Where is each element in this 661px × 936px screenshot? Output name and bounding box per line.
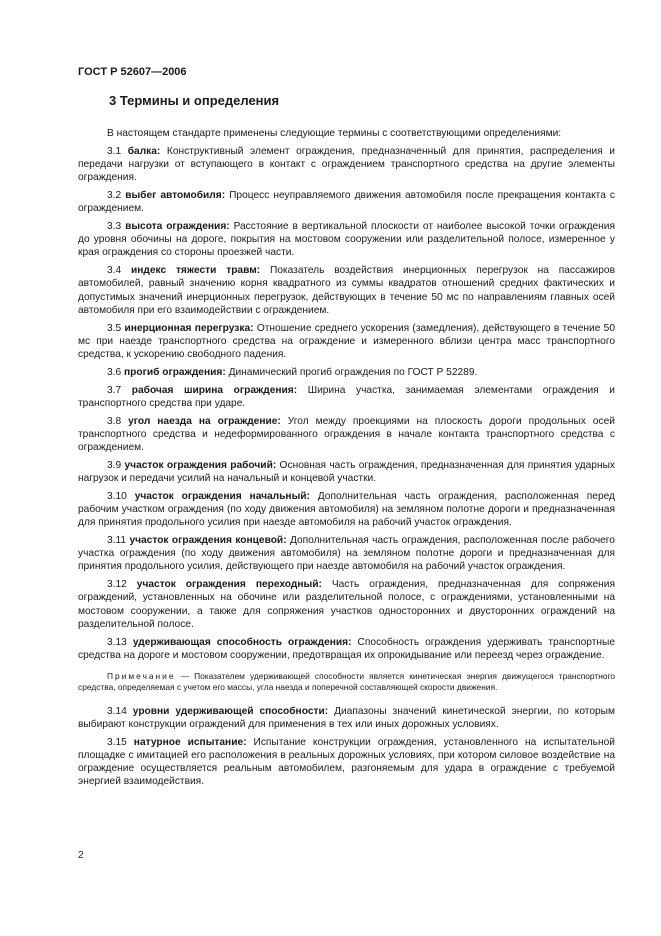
term-definition: Динамический прогиб ограждения по ГОСТ Р 52289. (228, 366, 478, 378)
term-definition: Основная часть ограждения, предназначенная для принятия ударных нагрузок и передачи усилий на начальный и концевой участки. (78, 460, 615, 485)
term-paragraph (78, 145, 615, 184)
term-name: участок ограждения переходный: (136, 579, 322, 591)
term-definition: Дополнительная часть ограждения, расположенная после рабочего участка ограждения (по ходу движения автомобиля) на земляном полотне дороги и предназначенная для принятия продольного усилия, действующего при наезде автомобиля на рабочий участок ограждения. (78, 535, 615, 573)
term-number: 3.10 (107, 491, 127, 503)
note-text: — Показателем удерживающей способности является кинетическая энергия движущегося транспортного средства, определяемая с учетом его массы, угла наезда и поперечной составляющей скорости движения. (78, 670, 616, 693)
term-number: 3.5 (107, 322, 122, 334)
term-number: 3.2 (107, 190, 122, 202)
term-definition: Конструктивный элемент ограждения, предназначенный для принятия, распределения и передачи нагрузки от вступающего в контакт с ограждением транспортного средства на другие элементы ограждения. (78, 146, 615, 184)
term-definition: Испытание конструкции ограждения, установленного на испытательной площадке с имитацией его расположения в реальных дорожных условиях, при котором силовое воздействие на ограждение осуществляется реальным автомобилем, разгоняемым для удара в ограждение с требуемой энергией взаимодействия. (78, 736, 615, 788)
term-paragraph (78, 384, 615, 410)
term-definition: Показатель воздействия инерционных перегрузок на пассажиров автомобилей, равный значению корня квадратного из суммы квадратов отношений средних фактических и допустимых значений инерционных перегрузок, действующих в течение 50 мс по направлениям главных осей автомобиля при его взаимодействии с ограждением. (78, 265, 615, 316)
term-name: угол наезда на ограждение: (128, 415, 281, 427)
term-name: выбег автомобиля: (125, 190, 226, 202)
term-number: 3.7 (107, 384, 122, 396)
term-definition: Процесс неуправляемого движения автомобиля после прекращения контакта с ограждением. (78, 190, 615, 215)
term-name: высота ограждения: (125, 221, 230, 233)
term-name: прогиб ограждения: (124, 366, 226, 378)
term-number: 3.1 (107, 146, 122, 158)
document-body (78, 127, 615, 788)
term-paragraph (78, 322, 615, 361)
term-definition: Ширина участка, занимаемая элементами ограждения и транспортного средства при ударе. (78, 384, 615, 409)
term-number: 3.8 (107, 415, 122, 427)
document-code: ГОСТ Р 52607—2006 (78, 66, 187, 78)
term-definition: Диапазоны значений кинетической энергии, по которым выбирают конструкции ограждений для применения в тех или иных дорожных условиях. (78, 705, 615, 730)
term-number: 3.4 (107, 265, 122, 277)
term-paragraph (78, 534, 615, 573)
term-name: удерживающая способность ограждения: (132, 636, 352, 648)
term-definition: Отношение среднего ускорения (замедления), действующего в течение 50 мс при наезде транспортного средства на ограждение и измеренного вблизи центра масс транспортного средства, к ускорению свободного падения. (78, 322, 615, 360)
terms-list-continued (78, 705, 615, 788)
term-paragraph (78, 736, 615, 788)
term-paragraph (78, 366, 615, 379)
term-paragraph (78, 189, 615, 215)
term-number: 3.3 (107, 221, 122, 233)
note-label: Примечание (107, 670, 176, 681)
term-number: 3.6 (107, 366, 122, 378)
term-name: натурное испытание: (133, 736, 247, 748)
term-paragraph (78, 264, 615, 316)
term-name: инерционная перегрузка: (124, 322, 254, 334)
term-number: 3.9 (107, 460, 122, 472)
term-number: 3.15 (107, 736, 127, 748)
term-paragraph (78, 459, 615, 485)
term-name: участок ограждения начальный: (134, 491, 310, 503)
page-number: 2 (78, 850, 84, 861)
term-name: рабочая ширина ограждения: (131, 384, 298, 396)
intro-paragraph: В настоящем стандарте применены следующие термины с соответствующими определениями: (107, 128, 562, 139)
term-paragraph (78, 415, 615, 454)
term-name: уровни удерживающей способности: (132, 705, 329, 717)
term-paragraph (78, 578, 615, 630)
term-number: 3.11 (107, 535, 127, 547)
term-number: 3.14 (107, 705, 127, 717)
terms-list (78, 145, 615, 662)
term-definition: Угол между проекциями на плоскость дороги продольных осей транспортного средства и недеформированного ограждения в начале контакта транспортного средства с ограждением. (78, 415, 615, 453)
term-name: участок ограждения рабочий: (124, 460, 277, 472)
term-number: 3.12 (107, 579, 127, 591)
term-name: балка: (127, 146, 161, 158)
term-paragraph (78, 490, 615, 529)
term-definition: Способность ограждения удерживать транспортные средства на дороге и мостовом сооружении, предотвращая их опрокидывание или переезд через ограждение. (78, 636, 615, 661)
section-title: 3 Термины и определения (109, 93, 280, 108)
term-paragraph (78, 636, 615, 662)
term-paragraph (78, 705, 615, 731)
term-name: участок ограждения концевой: (129, 535, 287, 547)
term-name: индекс тяжести травм: (130, 265, 261, 277)
term-number: 3.13 (107, 636, 127, 648)
term-definition: Расстояние в вертикальной плоскости от наиболее высокой точки ограждения до уровня обочины на дороге, покрытия на мостовом сооружении или разделительной полосе, измеренное у края ограждения со стороны проезжей части. (78, 221, 616, 259)
note-paragraph (78, 671, 615, 694)
term-definition: Дополнительная часть ограждения, расположенная перед рабочим участком ограждения (по ходу движения автомобиля) на земляном полотне дороги и предназначенная для принятия продольного усилия при наезде автомобиля на рабочий участок ограждения. (78, 491, 615, 529)
term-definition: Часть ограждения, предназначенная для сопряжения ограждений, установленных на обочине или разделительной полосе, с ограждениями, установленными на мостовом сооружении, а также для сопряжения участков односторонних и двусторонних ограждений на разделительной полосе. (78, 579, 615, 630)
term-paragraph (78, 220, 615, 259)
